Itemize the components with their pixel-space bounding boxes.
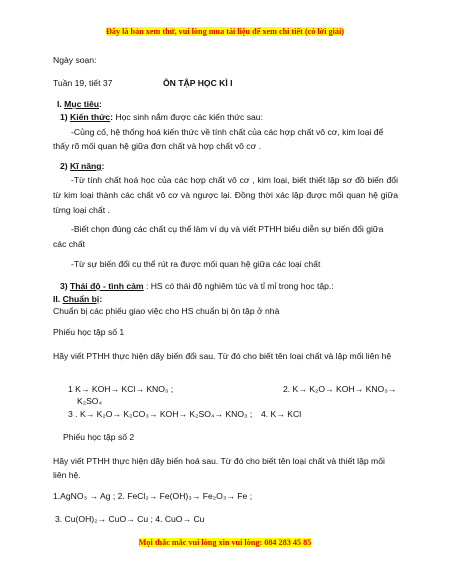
knowledge-text: Học sinh nắm được các kiến thức sau: <box>115 112 263 122</box>
knowledge-paragraph: -Củng cố, hệ thống hoá kiến thức về tính chất của các hợp chất vô cơ, kim loại để thấy rõ mối quan hệ giữa đơn chất và hợp chất vô cơ . <box>53 127 384 151</box>
worksheet-1-task: Hãy viết PTHH thực hiện dãy biến đổi sau. Từ đó cho biết tên loại chất và lập mối liên hệ <box>53 351 392 361</box>
worksheet-2-label: Phiếu học tập số 2 <box>63 432 135 442</box>
skills-label: 2) Kĩ năng: <box>60 161 105 171</box>
worksheet-1-item-2: 2. K→ K₂O→ KOH→ KNO₃→ <box>283 384 397 394</box>
page-title: ÔN TẬP HỌC KÌ I <box>163 78 233 88</box>
attitude-label: 3) Thái độ - tình cảm <box>60 281 144 291</box>
section-1-heading-text: I. Mục tiêu: <box>57 99 102 109</box>
knowledge-label: 1) Kiến thức: <box>60 112 114 122</box>
worksheet-2-task: Hãy viết PTHH thực hiện dãy biến hoá sau. Từ đó cho biết tên loại chất và thiết lập mối liên hệ. <box>53 456 385 480</box>
attitude-line <box>60 281 334 291</box>
bottom-banner-text: Mọi thắc mắc vui lòng xin vui lòng: 084 283 45 85 <box>138 538 312 547</box>
skills-paragraph-1: -Từ tính chất hoá học của các hợp chất vô cơ , kim loại, biết thiết lập sơ đồ biến đổi từ kim loại thành các chất vô cơ và ngược lại. Đồng thời xác lập được mối quan hệ giữa từng loại chất . <box>53 175 398 215</box>
worksheet-2-line-1: 1.AgNO₃ → Ag ; 2. FeCl₂→ Fe(OH)₃→ Fe₂O₃→ Fe ; <box>53 491 253 501</box>
worksheet-1-item-3: 3 . K→ K₂O→ K₂CO₃→ KOH→ K₂SO₄→ KNO₃ ; <box>68 409 253 419</box>
bottom-banner <box>0 538 450 547</box>
worksheet-1-label: Phiếu học tập số 1 <box>53 327 125 337</box>
knowledge-line <box>60 112 263 122</box>
skills-heading <box>60 161 104 171</box>
section-1-heading <box>57 99 102 109</box>
attitude-text: : HS có thái độ nghiêm túc và tỉ mỉ trong học tập.: <box>145 281 334 291</box>
worksheet-1-item-1: 1 K→ KOH→ KCl→ KNO₃ ; <box>68 384 174 394</box>
worksheet-2-line-2: 3. Cu(OH)₂→ CuO→ Cu ; 4. CuO→ Cu <box>55 514 205 524</box>
date-label: Ngày soạn: <box>53 55 97 65</box>
top-banner <box>0 27 450 36</box>
worksheet-1-item-2-cont: K₂SO₄ <box>77 396 102 406</box>
worksheet-1-item-4: 4. K→ KCl <box>261 409 302 419</box>
skills-paragraph-2: -Biết chọn đúng các chất cụ thể làm ví dụ và viết PTHH biểu diễn sự biến đổi giữa các chất <box>53 224 384 249</box>
skills-paragraph-3: -Từ sự biến đổi cụ thể rút ra được mối quan hệ giữa các loại chất <box>71 259 321 269</box>
section-2-heading: II. Chuẩn bị: <box>53 294 103 304</box>
top-banner-text: Đây là bản xem thử, vui lòng mua tài liệu để xem chi tiết (có lời giải) <box>105 27 344 36</box>
week-label: Tuần 19, tiết 37 <box>53 78 113 88</box>
section-2-text: Chuẩn bị các phiếu giao việc cho HS chuẩn bị ôn tập ở nhà <box>53 306 280 316</box>
